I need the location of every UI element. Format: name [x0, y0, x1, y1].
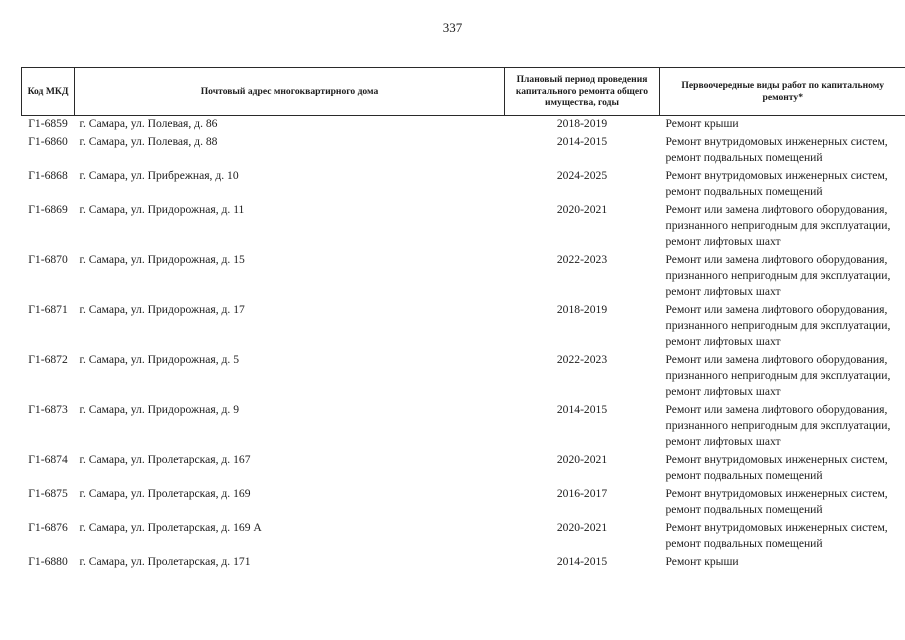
works-cell	[660, 520, 905, 554]
capital-repair-table	[21, 67, 905, 572]
mkd-code-cell: Г1-6860	[28, 135, 68, 148]
table-row	[22, 168, 905, 202]
works-cell	[660, 302, 905, 352]
period-cell: 2018-2019	[556, 117, 608, 130]
works-line: Ремонт или замена лифтового оборудования,	[665, 303, 888, 316]
works-line: Ремонт крыши	[665, 117, 739, 130]
period-cell: 2018-2019	[556, 303, 608, 316]
table-body	[22, 116, 905, 573]
address-cell: г. Самара, ул. Пролетарская, д. 171	[79, 555, 251, 568]
works-line: ремонт подвальных помещений	[665, 537, 823, 550]
works-line: признанного непригодным для эксплуатации,	[665, 419, 891, 432]
works-line: признанного непригодным для эксплуатации,	[665, 269, 891, 282]
header-works: Первоочередные виды работ по капитальному ремонту*	[660, 68, 905, 116]
address-cell: г. Самара, ул. Полевая, д. 86	[79, 117, 218, 130]
works-cell	[660, 402, 905, 452]
mkd-code-cell: Г1-6869	[28, 203, 68, 216]
header-period: Плановый период проведения капитального ремонта общего имущества, годы	[505, 68, 660, 116]
works-line: ремонт подвальных помещений	[665, 185, 823, 198]
mkd-code-cell: Г1-6874	[28, 453, 68, 466]
works-line: признанного непригодным для эксплуатации,	[665, 219, 891, 232]
works-line: ремонт подвальных помещений	[665, 469, 823, 482]
address-cell: г. Самара, ул. Придорожная, д. 5	[79, 353, 239, 366]
address-cell: г. Самара, ул. Пролетарская, д. 169 А	[79, 521, 262, 534]
works-cell	[660, 202, 905, 252]
period-cell: 2020-2021	[556, 203, 608, 216]
table-row	[22, 554, 905, 572]
works-line: ремонт лифтовых шахт	[665, 335, 781, 348]
address-cell: г. Самара, ул. Придорожная, д. 11	[79, 203, 245, 216]
period-cell: 2024-2025	[556, 169, 608, 182]
mkd-code-cell: Г1-6868	[28, 169, 68, 182]
mkd-code-cell: Г1-6859	[28, 117, 68, 130]
works-cell	[660, 116, 905, 135]
period-cell: 2022-2023	[556, 353, 608, 366]
works-line: Ремонт или замена лифтового оборудования,	[665, 353, 888, 366]
works-line: Ремонт внутридомовых инженерных систем,	[665, 135, 888, 148]
table-row	[22, 520, 905, 554]
works-line: Ремонт внутридомовых инженерных систем,	[665, 169, 888, 182]
works-line: Ремонт внутридомовых инженерных систем,	[665, 487, 888, 500]
period-cell: 2020-2021	[556, 453, 608, 466]
table-row	[22, 402, 905, 452]
works-cell	[660, 134, 905, 168]
works-line: Ремонт внутридомовых инженерных систем,	[665, 521, 888, 534]
works-line: Ремонт внутридомовых инженерных систем,	[665, 453, 888, 466]
table-header	[22, 68, 905, 116]
works-cell	[660, 452, 905, 486]
works-line: ремонт лифтовых шахт	[665, 385, 781, 398]
works-line: ремонт лифтовых шахт	[665, 235, 781, 248]
works-cell	[660, 352, 905, 402]
header-address: Почтовый адрес многоквартирного дома	[75, 68, 505, 116]
works-line: Ремонт крыши	[665, 555, 739, 568]
works-line: ремонт лифтовых шахт	[665, 285, 781, 298]
mkd-code-cell: Г1-6873	[28, 403, 68, 416]
address-cell: г. Самара, ул. Придорожная, д. 17	[79, 303, 245, 316]
address-cell: г. Самара, ул. Придорожная, д. 15	[79, 253, 245, 266]
table-row	[22, 134, 905, 168]
mkd-code-cell: Г1-6872	[28, 353, 68, 366]
works-line: Ремонт или замена лифтового оборудования,	[665, 403, 888, 416]
page-number: 337	[442, 20, 463, 35]
address-cell: г. Самара, ул. Полевая, д. 88	[79, 135, 218, 148]
table-row	[22, 352, 905, 402]
address-cell: г. Самара, ул. Придорожная, д. 9	[79, 403, 239, 416]
mkd-code-cell: Г1-6870	[28, 253, 68, 266]
table-row	[22, 452, 905, 486]
table-row	[22, 116, 905, 135]
mkd-code-cell: Г1-6871	[28, 303, 68, 316]
works-cell	[660, 554, 905, 572]
header-code: Код МКД	[22, 68, 75, 116]
mkd-code-cell: Г1-6880	[28, 555, 68, 568]
period-cell: 2014-2015	[556, 555, 608, 568]
address-cell: г. Самара, ул. Пролетарская, д. 167	[79, 453, 251, 466]
table-row	[22, 302, 905, 352]
works-line: ремонт подвальных помещений	[665, 503, 823, 516]
address-cell: г. Самара, ул. Прибрежная, д. 10	[79, 169, 239, 182]
works-cell	[660, 168, 905, 202]
period-cell: 2014-2015	[556, 403, 608, 416]
works-line: Ремонт или замена лифтового оборудования,	[665, 253, 888, 266]
table-row	[22, 252, 905, 302]
period-cell: 2016-2017	[556, 487, 608, 500]
works-line: признанного непригодным для эксплуатации,	[665, 319, 891, 332]
mkd-code-cell: Г1-6876	[28, 521, 68, 534]
address-cell: г. Самара, ул. Пролетарская, д. 169	[79, 487, 251, 500]
works-cell	[660, 252, 905, 302]
mkd-code-cell: Г1-6875	[28, 487, 68, 500]
works-line: Ремонт или замена лифтового оборудования,	[665, 203, 888, 216]
period-cell: 2020-2021	[556, 521, 608, 534]
works-line: признанного непригодным для эксплуатации,	[665, 369, 891, 382]
table-row	[22, 202, 905, 252]
period-cell: 2022-2023	[556, 253, 608, 266]
period-cell: 2014-2015	[556, 135, 608, 148]
table-row	[22, 486, 905, 520]
works-line: ремонт подвальных помещений	[665, 151, 823, 164]
works-line: ремонт лифтовых шахт	[665, 435, 781, 448]
works-cell	[660, 486, 905, 520]
